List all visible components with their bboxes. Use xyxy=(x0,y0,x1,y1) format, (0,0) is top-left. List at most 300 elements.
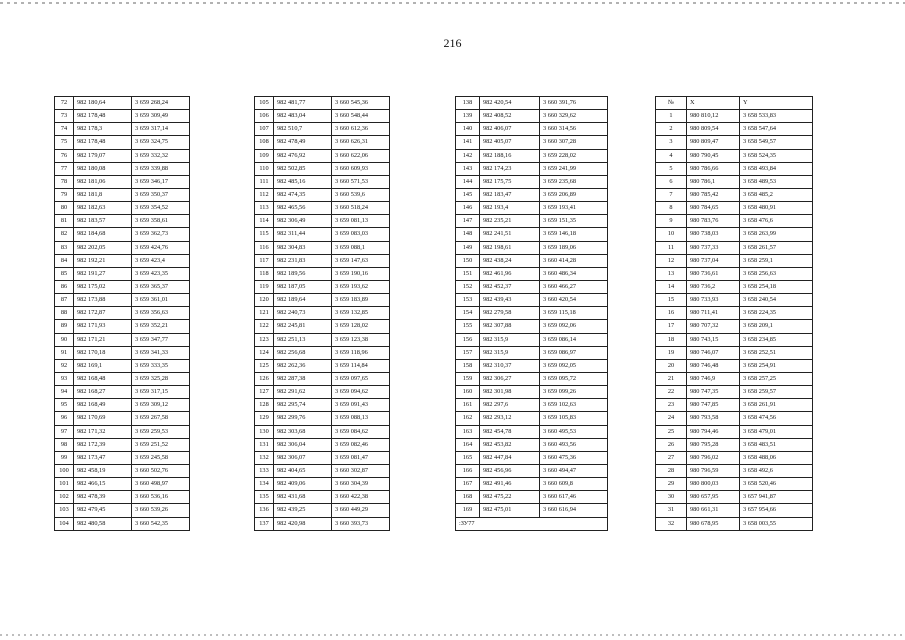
point-number-cell: 112 xyxy=(255,188,274,201)
table-row xyxy=(55,215,190,228)
y-coordinate-cell: 3 659 118,96 xyxy=(332,346,390,359)
point-number-cell: 21 xyxy=(656,372,687,385)
table-row xyxy=(255,123,390,136)
y-coordinate-cell: 3 658 254,91 xyxy=(740,359,813,372)
table-row xyxy=(656,517,813,530)
y-coordinate-cell: 3 660 609,93 xyxy=(332,162,390,175)
table-row xyxy=(456,399,608,412)
table-row xyxy=(255,517,390,530)
x-coordinate-cell: 982 510,7 xyxy=(274,123,332,136)
y-coordinate-cell: 3 660 542,35 xyxy=(132,517,190,530)
y-coordinate-cell: 3 660 414,28 xyxy=(540,254,608,267)
x-coordinate-cell: 982 478,39 xyxy=(74,491,132,504)
x-coordinate-cell: 980 795,28 xyxy=(687,438,740,451)
column-header: X xyxy=(687,97,740,110)
x-coordinate-cell: 982 406,07 xyxy=(480,123,540,136)
table-row xyxy=(55,412,190,425)
point-number-cell: 72 xyxy=(55,97,74,110)
point-number-cell: 123 xyxy=(255,333,274,346)
x-coordinate-cell: 980 794,46 xyxy=(687,425,740,438)
x-coordinate-cell: 982 256,68 xyxy=(274,346,332,359)
table-row xyxy=(656,491,813,504)
table-row xyxy=(456,123,608,136)
y-coordinate-cell: 3 658 259,1 xyxy=(740,254,813,267)
table-row xyxy=(656,280,813,293)
table-row xyxy=(255,188,390,201)
table-row xyxy=(255,386,390,399)
point-number-cell: 18 xyxy=(656,333,687,346)
y-coordinate-cell: 3 659 339,88 xyxy=(132,162,190,175)
table-row xyxy=(255,359,390,372)
y-coordinate-cell: 3 658 493,84 xyxy=(740,162,813,175)
y-coordinate-cell: 3 659 082,46 xyxy=(332,438,390,451)
point-number-cell: 90 xyxy=(55,333,74,346)
y-coordinate-cell: 3 659 341,33 xyxy=(132,346,190,359)
y-coordinate-cell: 3 659 267,58 xyxy=(132,412,190,425)
y-coordinate-cell: 3 660 626,31 xyxy=(332,136,390,149)
x-coordinate-cell: 982 183,47 xyxy=(480,188,540,201)
point-number-cell: 147 xyxy=(456,215,480,228)
table-row xyxy=(55,97,190,110)
x-coordinate-cell: 980 746,48 xyxy=(687,359,740,372)
point-number-cell: 106 xyxy=(255,110,274,123)
point-number-cell: 121 xyxy=(255,307,274,320)
point-number-cell: 117 xyxy=(255,254,274,267)
y-coordinate-cell: 3 658 261,91 xyxy=(740,399,813,412)
y-coordinate-cell: 3 659 128,02 xyxy=(332,320,390,333)
y-coordinate-cell: 3 660 314,56 xyxy=(540,123,608,136)
y-coordinate-cell: 3 659 259,53 xyxy=(132,425,190,438)
y-coordinate-cell: 3 658 263,99 xyxy=(740,228,813,241)
y-coordinate-cell: 3 660 329,62 xyxy=(540,110,608,123)
y-coordinate-cell: 3 659 350,37 xyxy=(132,188,190,201)
x-coordinate-cell: 982 299,76 xyxy=(274,412,332,425)
point-number-cell: 128 xyxy=(255,399,274,412)
table-row xyxy=(255,149,390,162)
y-coordinate-cell: 3 658 488,06 xyxy=(740,451,813,464)
table-row xyxy=(55,149,190,162)
y-coordinate-cell: 3 659 317,15 xyxy=(132,386,190,399)
table-row xyxy=(656,320,813,333)
x-coordinate-cell: 982 180,64 xyxy=(74,97,132,110)
x-coordinate-cell: 982 235,21 xyxy=(480,215,540,228)
point-number-cell: 153 xyxy=(456,294,480,307)
point-number-cell: 81 xyxy=(55,215,74,228)
x-coordinate-cell: 982 293,12 xyxy=(480,412,540,425)
x-coordinate-cell: 982 241,51 xyxy=(480,228,540,241)
point-number-cell: 5 xyxy=(656,162,687,175)
y-coordinate-cell: 3 660 422,38 xyxy=(332,491,390,504)
y-coordinate-cell: 3 659 235,68 xyxy=(540,175,608,188)
point-number-cell: 4 xyxy=(656,149,687,162)
point-number-cell: 103 xyxy=(55,504,74,517)
y-coordinate-cell: 3 660 494,47 xyxy=(540,464,608,477)
point-number-cell: 151 xyxy=(456,267,480,280)
y-coordinate-cell: 3 659 115,18 xyxy=(540,307,608,320)
table-row xyxy=(255,280,390,293)
point-number-cell: 105 xyxy=(255,97,274,110)
point-number-cell: 159 xyxy=(456,372,480,385)
y-coordinate-cell: 3 659 088,1 xyxy=(332,241,390,254)
table-row xyxy=(55,123,190,136)
x-coordinate-cell: 980 793,58 xyxy=(687,412,740,425)
x-coordinate-cell: 982 171,21 xyxy=(74,333,132,346)
x-coordinate-cell: 982 181,06 xyxy=(74,175,132,188)
point-number-cell: 94 xyxy=(55,386,74,399)
y-coordinate-cell: 3 659 346,17 xyxy=(132,175,190,188)
x-coordinate-cell: 982 168,49 xyxy=(74,399,132,412)
y-coordinate-cell: 3 659 151,35 xyxy=(540,215,608,228)
point-number-cell: 168 xyxy=(456,491,480,504)
table-row xyxy=(656,188,813,201)
table-row xyxy=(255,254,390,267)
table-row xyxy=(55,136,190,149)
y-coordinate-cell: 3 659 189,06 xyxy=(540,241,608,254)
y-coordinate-cell: 3 659 183,89 xyxy=(332,294,390,307)
point-number-cell: 158 xyxy=(456,359,480,372)
table-row xyxy=(55,202,190,215)
table-row xyxy=(55,359,190,372)
point-number-cell: 118 xyxy=(255,267,274,280)
point-number-cell: 13 xyxy=(656,267,687,280)
point-number-cell: 17 xyxy=(656,320,687,333)
y-coordinate-cell: 3 660 536,16 xyxy=(132,491,190,504)
y-coordinate-cell: 3 658 224,35 xyxy=(740,307,813,320)
y-coordinate-cell: 3 659 309,49 xyxy=(132,110,190,123)
point-number-cell: 14 xyxy=(656,280,687,293)
x-coordinate-cell: 982 306,49 xyxy=(274,215,332,228)
x-coordinate-cell: 980 786,66 xyxy=(687,162,740,175)
x-coordinate-cell: 982 306,04 xyxy=(274,438,332,451)
y-coordinate-cell: 3 660 548,44 xyxy=(332,110,390,123)
point-number-cell: 85 xyxy=(55,267,74,280)
table-row xyxy=(255,267,390,280)
table-row xyxy=(55,504,190,517)
x-coordinate-cell: 982 262,36 xyxy=(274,359,332,372)
y-coordinate-cell: 3 659 132,85 xyxy=(332,307,390,320)
point-number-cell: 25 xyxy=(656,425,687,438)
y-coordinate-cell: 3 658 476,6 xyxy=(740,215,813,228)
x-coordinate-cell: 982 251,13 xyxy=(274,333,332,346)
x-coordinate-cell: 982 172,39 xyxy=(74,438,132,451)
coordinates-table-2 xyxy=(254,96,390,531)
x-coordinate-cell: 980 733,93 xyxy=(687,294,740,307)
point-number-cell: 131 xyxy=(255,438,274,451)
x-coordinate-cell: 980 711,41 xyxy=(687,307,740,320)
y-coordinate-cell: 3 658 492,6 xyxy=(740,464,813,477)
point-number-cell: 162 xyxy=(456,412,480,425)
table-row xyxy=(255,372,390,385)
point-number-cell: 23 xyxy=(656,399,687,412)
table-row xyxy=(55,333,190,346)
y-coordinate-cell: 3 659 092,05 xyxy=(540,359,608,372)
y-coordinate-cell: 3 660 539,6 xyxy=(332,188,390,201)
x-coordinate-cell: 982 169,1 xyxy=(74,359,132,372)
x-coordinate-cell: 980 786,1 xyxy=(687,175,740,188)
table-row xyxy=(255,333,390,346)
x-coordinate-cell: 980 809,54 xyxy=(687,123,740,136)
point-number-cell: 142 xyxy=(456,149,480,162)
x-coordinate-cell: 982 198,61 xyxy=(480,241,540,254)
table-row xyxy=(255,346,390,359)
y-coordinate-cell: 3 660 420,54 xyxy=(540,294,608,307)
x-coordinate-cell: 982 408,52 xyxy=(480,110,540,123)
table-row xyxy=(255,175,390,188)
point-number-cell: 87 xyxy=(55,294,74,307)
x-coordinate-cell: 982 173,47 xyxy=(74,451,132,464)
coordinates-table-3 xyxy=(455,96,608,531)
table-row xyxy=(656,175,813,188)
table-row xyxy=(456,241,608,254)
table-row xyxy=(55,399,190,412)
y-coordinate-cell: 3 660 571,53 xyxy=(332,175,390,188)
table-row xyxy=(456,372,608,385)
table-row xyxy=(255,97,390,110)
x-coordinate-cell: 982 231,83 xyxy=(274,254,332,267)
scan-edge-top xyxy=(0,2,905,4)
x-coordinate-cell: 980 747,85 xyxy=(687,399,740,412)
point-number-cell: 169 xyxy=(456,504,480,517)
x-coordinate-cell: 982 187,05 xyxy=(274,280,332,293)
table-row xyxy=(55,110,190,123)
x-coordinate-cell: 982 485,16 xyxy=(274,175,332,188)
y-coordinate-cell: 3 660 475,36 xyxy=(540,451,608,464)
table-row xyxy=(255,162,390,175)
y-coordinate-cell: 3 657 954,66 xyxy=(740,504,813,517)
x-coordinate-cell: 982 439,25 xyxy=(274,504,332,517)
point-number-cell: 83 xyxy=(55,241,74,254)
table-row xyxy=(55,175,190,188)
x-coordinate-cell: 982 409,06 xyxy=(274,478,332,491)
x-coordinate-cell: 980 657,95 xyxy=(687,491,740,504)
point-number-cell: 100 xyxy=(55,464,74,477)
table-row xyxy=(55,517,190,530)
x-coordinate-cell: 982 303,68 xyxy=(274,425,332,438)
point-number-cell: 99 xyxy=(55,451,74,464)
table-row xyxy=(255,241,390,254)
table-row xyxy=(255,110,390,123)
point-number-cell: 24 xyxy=(656,412,687,425)
y-coordinate-cell: 3 659 251,52 xyxy=(132,438,190,451)
x-coordinate-cell: 980 678,95 xyxy=(687,517,740,530)
x-coordinate-cell: 982 191,27 xyxy=(74,267,132,280)
y-coordinate-cell: 3 659 347,77 xyxy=(132,333,190,346)
point-number-cell: 120 xyxy=(255,294,274,307)
y-coordinate-cell: 3 659 332,32 xyxy=(132,149,190,162)
point-number-cell: 32 xyxy=(656,517,687,530)
table-row xyxy=(656,215,813,228)
x-coordinate-cell: 982 431,68 xyxy=(274,491,332,504)
x-coordinate-cell: 982 178,48 xyxy=(74,136,132,149)
table-row xyxy=(656,110,813,123)
table-row xyxy=(656,478,813,491)
x-coordinate-cell: 980 784,65 xyxy=(687,202,740,215)
table-row xyxy=(456,412,608,425)
x-coordinate-cell: 982 478,49 xyxy=(274,136,332,149)
point-number-cell: 125 xyxy=(255,359,274,372)
table-row xyxy=(656,359,813,372)
y-coordinate-cell: 3 658 259,57 xyxy=(740,386,813,399)
table-row xyxy=(456,215,608,228)
table-row xyxy=(656,372,813,385)
y-coordinate-cell: 3 659 092,06 xyxy=(540,320,608,333)
y-coordinate-cell: 3 659 241,99 xyxy=(540,162,608,175)
y-coordinate-cell: 3 658 533,83 xyxy=(740,110,813,123)
table-row xyxy=(656,346,813,359)
table-row xyxy=(456,320,608,333)
x-coordinate-cell: 980 738,03 xyxy=(687,228,740,241)
table-row xyxy=(456,451,608,464)
y-coordinate-cell: 3 659 094,62 xyxy=(332,386,390,399)
x-coordinate-cell: 982 171,93 xyxy=(74,320,132,333)
point-number-cell: 109 xyxy=(255,149,274,162)
point-number-cell: 96 xyxy=(55,412,74,425)
point-number-cell: 127 xyxy=(255,386,274,399)
point-number-cell: 119 xyxy=(255,280,274,293)
table-row xyxy=(255,438,390,451)
y-coordinate-cell: 3 660 545,36 xyxy=(332,97,390,110)
table-row xyxy=(55,162,190,175)
table-row xyxy=(456,162,608,175)
x-coordinate-cell: 982 179,07 xyxy=(74,149,132,162)
x-coordinate-cell: 982 481,77 xyxy=(274,97,332,110)
y-coordinate-cell: 3 660 493,56 xyxy=(540,438,608,451)
point-number-cell: 20 xyxy=(656,359,687,372)
y-coordinate-cell: 3 660 466,27 xyxy=(540,280,608,293)
table-row xyxy=(456,254,608,267)
table-row xyxy=(656,267,813,280)
y-coordinate-cell: 3 658 209,1 xyxy=(740,320,813,333)
table-row xyxy=(456,346,608,359)
table-row xyxy=(456,464,608,477)
y-coordinate-cell: 3 659 086,14 xyxy=(540,333,608,346)
x-coordinate-cell: 982 173,88 xyxy=(74,294,132,307)
point-number-cell: 16 xyxy=(656,307,687,320)
table-row xyxy=(55,464,190,477)
x-coordinate-cell: 982 295,74 xyxy=(274,399,332,412)
point-number-cell: 15 xyxy=(656,294,687,307)
x-coordinate-cell: 982 454,78 xyxy=(480,425,540,438)
y-coordinate-cell: 3 659 193,62 xyxy=(332,280,390,293)
table-row xyxy=(456,136,608,149)
y-coordinate-cell: 3 660 393,73 xyxy=(332,517,390,530)
table-row xyxy=(55,280,190,293)
table-row xyxy=(656,241,813,254)
point-number-cell: 31 xyxy=(656,504,687,517)
y-coordinate-cell: 3 658 479,01 xyxy=(740,425,813,438)
point-number-cell: 75 xyxy=(55,136,74,149)
table-row xyxy=(656,162,813,175)
table-row xyxy=(55,267,190,280)
point-number-cell: 107 xyxy=(255,123,274,136)
point-number-cell: 89 xyxy=(55,320,74,333)
x-coordinate-cell: 982 297,6 xyxy=(480,399,540,412)
table-row xyxy=(55,491,190,504)
x-coordinate-cell: 982 189,64 xyxy=(274,294,332,307)
point-number-cell: 160 xyxy=(456,386,480,399)
point-number-cell: 8 xyxy=(656,202,687,215)
y-coordinate-cell: 3 659 245,58 xyxy=(132,451,190,464)
point-number-cell: 98 xyxy=(55,438,74,451)
x-coordinate-cell: 982 170,69 xyxy=(74,412,132,425)
point-number-cell: 140 xyxy=(456,123,480,136)
table-row xyxy=(255,425,390,438)
table-row xyxy=(656,202,813,215)
x-coordinate-cell: 982 491,46 xyxy=(480,478,540,491)
y-coordinate-cell: 3 658 257,25 xyxy=(740,372,813,385)
table-footer-row xyxy=(456,517,608,530)
table-row xyxy=(656,464,813,477)
x-coordinate-cell: 982 452,37 xyxy=(480,280,540,293)
x-coordinate-cell: 980 707,32 xyxy=(687,320,740,333)
x-coordinate-cell: 982 438,24 xyxy=(480,254,540,267)
point-number-cell: 136 xyxy=(255,504,274,517)
y-coordinate-cell: 3 659 091,43 xyxy=(332,399,390,412)
x-coordinate-cell: 982 479,45 xyxy=(74,504,132,517)
table-row xyxy=(456,491,608,504)
point-number-cell: 164 xyxy=(456,438,480,451)
point-number-cell: 82 xyxy=(55,228,74,241)
table-row xyxy=(656,254,813,267)
y-coordinate-cell: 3 660 486,34 xyxy=(540,267,608,280)
table-row xyxy=(656,136,813,149)
y-coordinate-cell: 3 658 524,35 xyxy=(740,149,813,162)
x-coordinate-cell: 982 480,58 xyxy=(74,517,132,530)
x-coordinate-cell: 982 291,62 xyxy=(274,386,332,399)
y-coordinate-cell: 3 659 365,37 xyxy=(132,280,190,293)
x-coordinate-cell: 982 306,27 xyxy=(480,372,540,385)
point-number-cell: 12 xyxy=(656,254,687,267)
point-number-cell: 1 xyxy=(656,110,687,123)
table-row xyxy=(456,175,608,188)
x-coordinate-cell: 980 790,45 xyxy=(687,149,740,162)
point-number-cell: 156 xyxy=(456,333,480,346)
point-number-cell: 146 xyxy=(456,202,480,215)
point-number-cell: 102 xyxy=(55,491,74,504)
y-coordinate-cell: 3 659 361,01 xyxy=(132,294,190,307)
x-coordinate-cell: 980 743,15 xyxy=(687,333,740,346)
table-row xyxy=(55,346,190,359)
table-row xyxy=(255,136,390,149)
x-coordinate-cell: 982 502,85 xyxy=(274,162,332,175)
point-number-cell: 155 xyxy=(456,320,480,333)
x-coordinate-cell: 982 178,3 xyxy=(74,123,132,136)
x-coordinate-cell: 982 475,22 xyxy=(480,491,540,504)
x-coordinate-cell: 982 404,65 xyxy=(274,464,332,477)
y-coordinate-cell: 3 660 495,53 xyxy=(540,425,608,438)
table-row xyxy=(656,149,813,162)
point-number-cell: 27 xyxy=(656,451,687,464)
point-number-cell: 143 xyxy=(456,162,480,175)
y-coordinate-cell: 3 659 356,63 xyxy=(132,307,190,320)
table-row xyxy=(656,333,813,346)
table-row xyxy=(255,215,390,228)
table-row xyxy=(656,451,813,464)
table-row xyxy=(656,438,813,451)
y-coordinate-cell: 3 659 324,75 xyxy=(132,136,190,149)
x-coordinate-cell: 982 245,81 xyxy=(274,320,332,333)
y-coordinate-cell: 3 660 609,8 xyxy=(540,478,608,491)
table-row xyxy=(656,504,813,517)
y-coordinate-cell: 3 659 354,52 xyxy=(132,202,190,215)
point-number-cell: 97 xyxy=(55,425,74,438)
x-coordinate-cell: 982 279,58 xyxy=(480,307,540,320)
y-coordinate-cell: 3 659 099,26 xyxy=(540,386,608,399)
table-row xyxy=(456,267,608,280)
y-coordinate-cell: 3 658 549,57 xyxy=(740,136,813,149)
x-coordinate-cell: 982 453,82 xyxy=(480,438,540,451)
x-coordinate-cell: 980 809,47 xyxy=(687,136,740,149)
